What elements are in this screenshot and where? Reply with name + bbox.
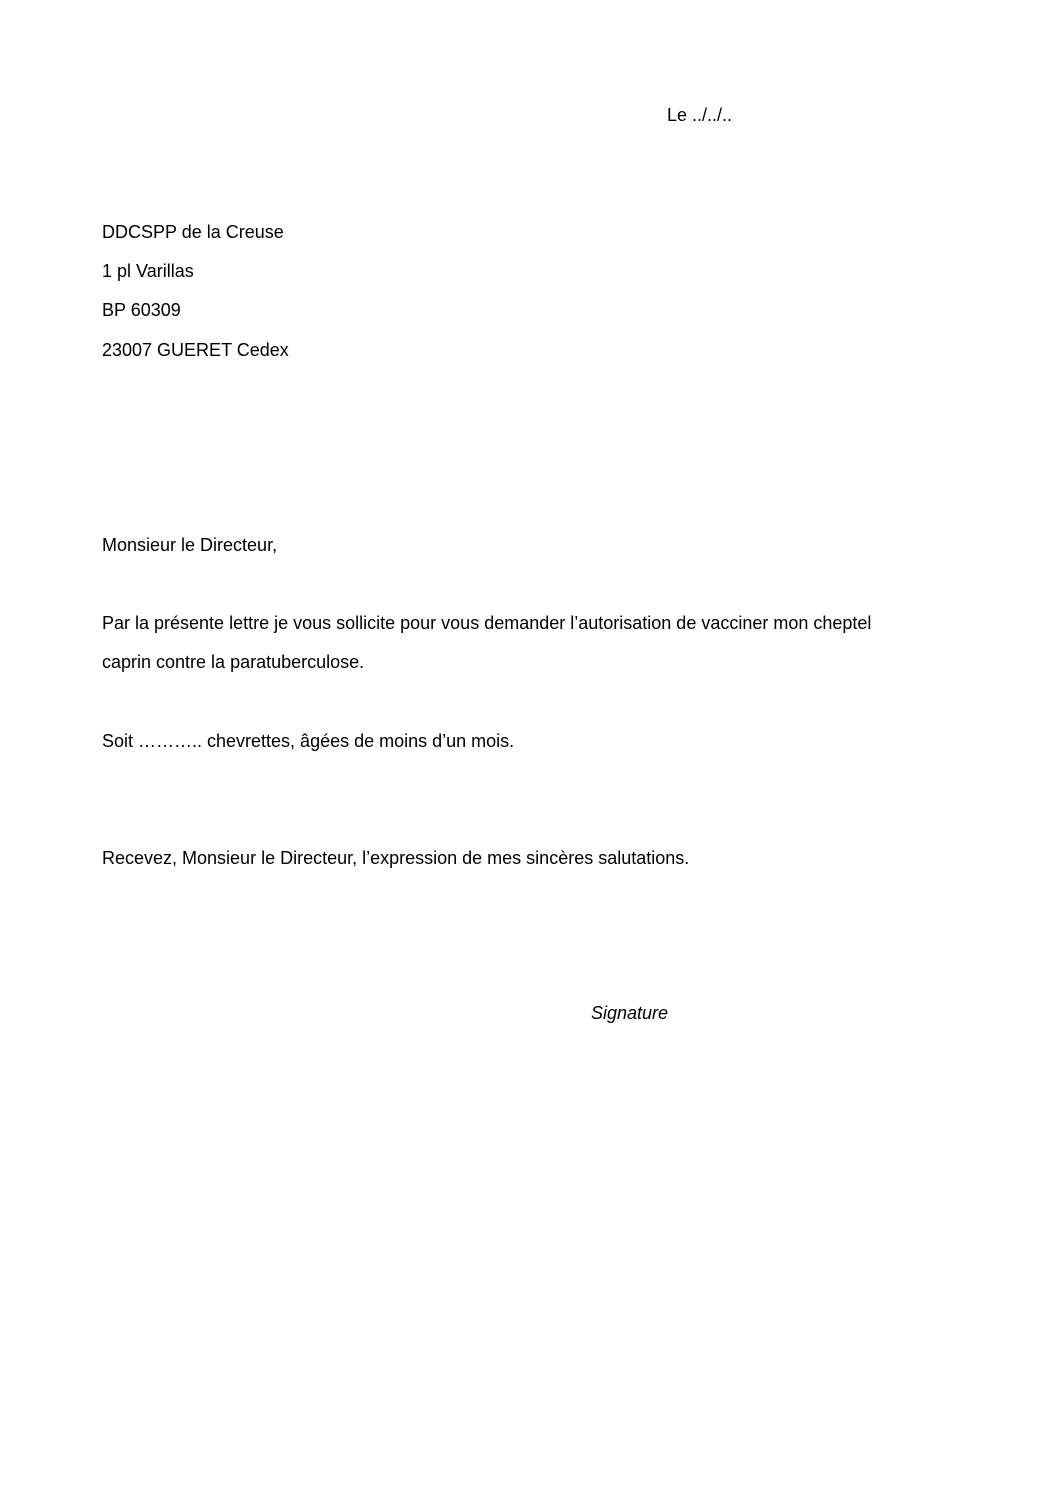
signature-label: Signature: [591, 1003, 669, 1023]
recipient-po-box: BP 60309: [102, 300, 181, 320]
animal-count-line: Soit ……….. chevrettes, âgées de moins d’un mois.: [102, 731, 515, 751]
body-line-2: caprin contre la paratuberculose.: [102, 652, 365, 672]
recipient-name: DDCSPP de la Creuse: [102, 222, 284, 242]
date-line: Le ../../..: [667, 105, 733, 125]
salutation: Monsieur le Directeur,: [102, 535, 278, 555]
body-line-1: Par la présente lettre je vous sollicite pour vous demander l’autorisation de vacciner mon cheptel: [102, 613, 872, 633]
recipient-city: 23007 GUERET Cedex: [102, 340, 289, 360]
closing-formula: Recevez, Monsieur le Directeur, l’expression de mes sincères salutations.: [102, 848, 690, 868]
recipient-street: 1 pl Varillas: [102, 261, 194, 281]
